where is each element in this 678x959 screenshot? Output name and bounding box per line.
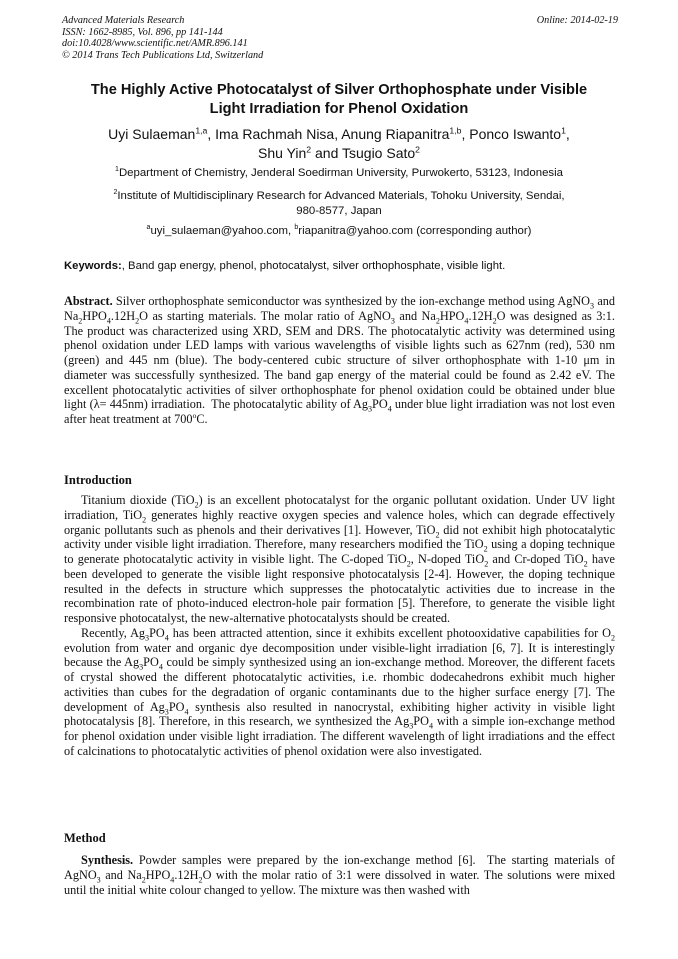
author-line-1 <box>40 125 638 144</box>
email-mark: b <box>294 224 299 232</box>
paper-title <box>40 81 638 119</box>
affiliation-text: Institute of Multidisciplinary Research for Advanced Materials, Tohoku University, Sendai, <box>117 190 565 202</box>
affiliation-text: Department of Chemistry, Jenderal Soedirman University, Purwokerto, 53123, Indonesia <box>118 167 563 179</box>
author-name: , Ponco Iswanto <box>461 126 562 142</box>
affiliation-2-line-2: 980-8577, Japan <box>296 205 382 217</box>
affiliation-mark: 2 <box>113 189 118 197</box>
title-line-2: Light Irradiation for Phenol Oxidation <box>209 101 469 117</box>
author-list <box>40 125 638 163</box>
abstract-text: Abstract. Silver orthophosphate semiconductor was synthesized by the ion-exchange method using AgNO$_3$ and $Na_2HPO_4.12H_2O$ as starting materials. The molar ratio of AgNO$_3$ and $Na_2HPO_4.12H_2O$ was designed as 3:1. The product was characterized using XRD, SEM and DRS. The photocatalytic activity was determined using phenol oxidation under LED lamps with various wavelengths of visible lights such as 627nm (red), 530 nm (green) and 445 nm (blue). The body-centered cubic structure of silver orthophosphate with 1-10 μm in diameter was successfully synthesized. The band gap energy of the material could be found as 2.42 eV. The excellent photocatalytic activities of silver orthophosphate for phenol oxidation could be obtained under blue light (λ= 445nm) irradiation. The photocatalytic ability of $Ag_3PO_4$ under blue light irradiation was not lost even after heat treatment at 700$^o$C. <box>64 294 616 426</box>
method-body <box>64 853 615 897</box>
author-affiliation-mark: 1,a <box>195 125 208 136</box>
email-mark: a <box>146 224 151 232</box>
journal-copyright: © 2014 Trans Tech Publications Ltd, Switzerland <box>62 49 264 61</box>
journal-issn: ISSN: 1662-8985, Vol. 896, pp 141-144 <box>62 26 223 38</box>
online-date: Online: 2014-02-19 <box>536 15 618 26</box>
section-heading-introduction: Introduction <box>64 473 132 487</box>
paragraph: Titanium dioxide (TiO$_2$) is an excellent photocatalyst for the organic pollutant oxidation. Under UV light irradiation, TiO$_2$ generates highly reactive oxygen species and valence holes, which can degrade effectively organic pollutants such as phenols and their derivatives [1]. However, TiO$_2$ did not exhibit high photocatalytic activity under visible light irradiation. Therefore, many researchers modified the TiO$_2$ using a doping technique to generate photocatalytic activity in visible light. The C-doped TiO$_2$, N-doped TiO$_2$ and Cr-doped TiO$_2$ have been developed to generate the visible light responsive photocatalysis [2-4]. However, the doping technique resulted in the defects in structure which suppresses the photocatalytic activities due to increase in the recombination rate of photo-induced electron-hole pair formation [5]. Therefore, to generate the visible light responsive photocatalyst, the new-alternative photocatalysts should be created. <box>64 493 616 625</box>
author-name: Uyi Sulaeman <box>108 126 196 142</box>
keywords <box>64 259 616 274</box>
affiliation-2 <box>40 189 638 219</box>
author-name: , Ima Rachmah Nisa, Anung Riapanitra <box>207 126 450 142</box>
author-separator: , <box>565 126 570 142</box>
journal-doi: doi:10.4028/www.scientific.net/AMR.896.141 <box>62 38 248 50</box>
author-affiliation-mark: 1,b <box>449 125 462 136</box>
email-b[interactable]: riapanitra@yahoo.com (corresponding author) <box>298 225 532 237</box>
journal-name: Advanced Materials Research <box>62 15 185 26</box>
author-affiliation-mark: 1 <box>561 125 566 136</box>
affiliation-1 <box>40 166 638 181</box>
author-line-2 <box>40 144 638 163</box>
author-affiliation-mark: 2 <box>306 144 312 155</box>
abstract-label: Abstract. <box>64 294 113 308</box>
abstract <box>64 294 615 427</box>
section-heading-method: Method <box>64 831 106 845</box>
introduction-body <box>64 493 615 759</box>
affiliation-mark: 1 <box>115 166 119 174</box>
paragraph: Recently, $Ag_3PO_4$ has been attracted attention, since it exhibits excellent photooxidative capabilities for $O_2$ evolution from water and organic dye decomposition under visible-light irradiation [6, 7]. It is interestingly because the $Ag_3PO_4$ could be simply synthesized using an ion-exchange method. Moreover, the different facets of crystal showed the different photocatalytic activities, i.e. rhombic dodecahedrons exhibit much higher activities than cubes for the degradation of organic contaminants due to the higher surface energy [7]. The development of $Ag_3PO_4$ synthesis also resulted in nanocrystal, exhibiting higher activity in visible light photocatalysis [8]. Therefore, in this research, we synthesized the $Ag_3PO_4$ with a simple ion-exchange method for phenol oxidation under visible light irradiation. The different wavelength of light irradiations and the effect of calcinations to photocatalytic activities of phenol oxidation were also investigated. <box>64 625 616 758</box>
synthesis-label: Synthesis. <box>81 853 134 867</box>
journal-header <box>62 15 618 61</box>
affiliation-2-line-1 <box>40 189 638 204</box>
author-name: and Tsugio Sato <box>311 145 416 161</box>
author-emails <box>40 224 638 239</box>
email-a[interactable]: uyi_sulaeman@yahoo.com, <box>150 225 295 237</box>
author-name: Shu Yin <box>258 145 307 161</box>
title-line-1: The Highly Active Photocatalyst of Silver Orthophosphate under Visible <box>90 82 588 98</box>
keywords-label: Keywords: <box>64 260 122 272</box>
paragraph: Synthesis. Powder samples were prepared by the ion-exchange method [6]. The starting materials of AgNO$_3$ and $Na_2HPO_4.12H_2O$ with the molar ratio of 3:1 were dissolved in water. The solutions were mixed until the initial white colour changed to yellow. The mixture was then washed with <box>64 853 615 897</box>
keywords-list: , Band gap energy, phenol, photocatalyst, silver orthophosphate, visible light. <box>121 260 506 272</box>
author-affiliation-mark: 2 <box>415 144 420 155</box>
